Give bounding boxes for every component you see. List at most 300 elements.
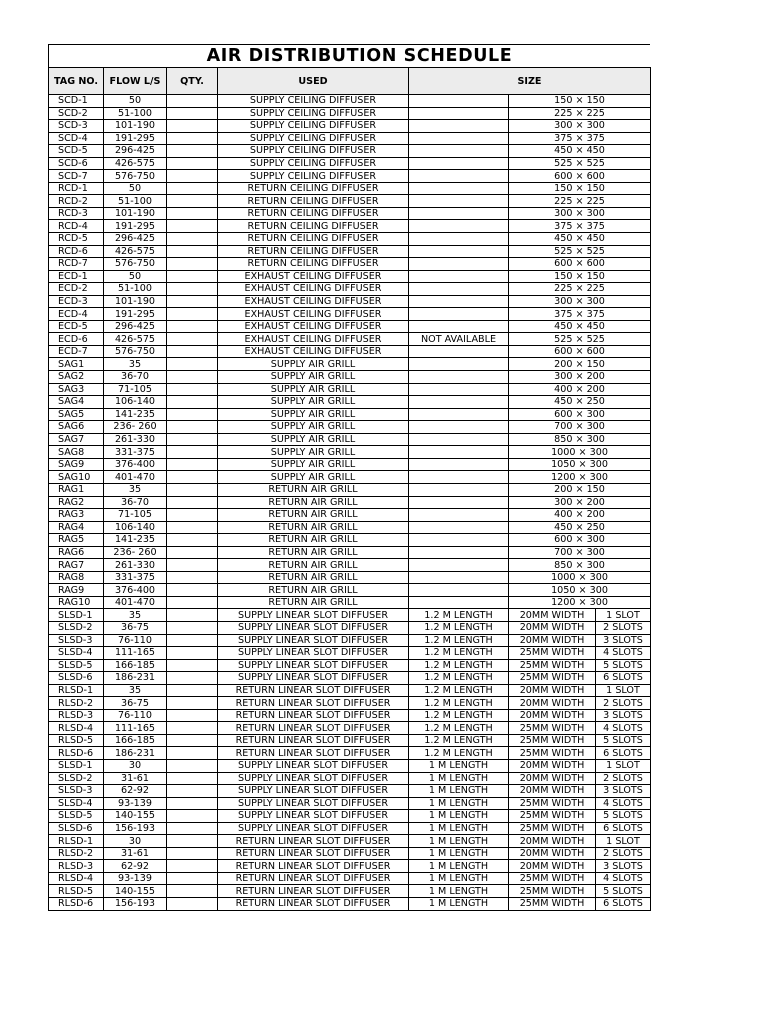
cell-note	[409, 571, 509, 584]
cell-size: 700 × 300	[509, 421, 651, 434]
cell-used: SUPPLY LINEAR SLOT DIFFUSER	[218, 797, 409, 810]
cell-size: 450 × 250	[509, 521, 651, 534]
cell-qty	[167, 509, 218, 522]
cell-used: SUPPLY CEILING DIFFUSER	[218, 145, 409, 158]
cell-size: 450 × 250	[509, 396, 651, 409]
cell-note	[409, 358, 509, 371]
cell-tag: ECD-3	[49, 295, 104, 308]
cell-note	[409, 283, 509, 296]
cell-slots: 3 SLOTS	[596, 785, 651, 798]
cell-qty	[167, 308, 218, 321]
table-row	[49, 446, 651, 459]
cell-flow: 376-400	[104, 584, 167, 597]
cell-note	[409, 245, 509, 258]
cell-slots: 4 SLOTS	[596, 647, 651, 660]
cell-tag: SCD-7	[49, 170, 104, 183]
table-row	[49, 95, 651, 108]
cell-tag: SLSD-2	[49, 772, 104, 785]
cell-length: 1.2 M LENGTH	[409, 709, 509, 722]
cell-qty	[167, 207, 218, 220]
cell-qty	[167, 157, 218, 170]
cell-qty	[167, 872, 218, 885]
cell-tag: RCD-3	[49, 207, 104, 220]
cell-flow: 35	[104, 358, 167, 371]
cell-length: 1 M LENGTH	[409, 872, 509, 885]
cell-flow: 51-100	[104, 195, 167, 208]
cell-size: 300 × 200	[509, 371, 651, 384]
cell-size: 850 × 300	[509, 433, 651, 446]
cell-flow: 331-375	[104, 571, 167, 584]
cell-used: SUPPLY AIR GRILL	[218, 408, 409, 421]
table-row	[49, 659, 651, 672]
cell-size: 150 × 150	[509, 270, 651, 283]
cell-length: 1 M LENGTH	[409, 759, 509, 772]
table-row	[49, 421, 651, 434]
cell-tag: SLSD-3	[49, 634, 104, 647]
cell-note	[409, 345, 509, 358]
cell-qty	[167, 283, 218, 296]
table-row	[49, 722, 651, 735]
header-row	[49, 68, 651, 95]
cell-used: SUPPLY LINEAR SLOT DIFFUSER	[218, 810, 409, 823]
cell-tag: RCD-6	[49, 245, 104, 258]
table-row	[49, 596, 651, 609]
cell-size: 450 × 450	[509, 145, 651, 158]
cell-used: RETURN AIR GRILL	[218, 571, 409, 584]
cell-tag: SLSD-6	[49, 822, 104, 835]
cell-note	[409, 308, 509, 321]
cell-width: 25MM WIDTH	[509, 747, 596, 760]
cell-size: 375 × 375	[509, 132, 651, 145]
cell-tag: RAG8	[49, 571, 104, 584]
cell-qty	[167, 521, 218, 534]
cell-flow: 106-140	[104, 396, 167, 409]
cell-length: 1 M LENGTH	[409, 898, 509, 911]
cell-qty	[167, 797, 218, 810]
table-row	[49, 872, 651, 885]
cell-used: RETURN LINEAR SLOT DIFFUSER	[218, 885, 409, 898]
cell-used: RETURN LINEAR SLOT DIFFUSER	[218, 747, 409, 760]
table-row	[49, 509, 651, 522]
cell-slots: 2 SLOTS	[596, 847, 651, 860]
cell-tag: SAG4	[49, 396, 104, 409]
cell-flow: 36-70	[104, 371, 167, 384]
cell-size: 525 × 525	[509, 333, 651, 346]
cell-flow: 576-750	[104, 170, 167, 183]
cell-flow: 93-139	[104, 872, 167, 885]
table-row	[49, 345, 651, 358]
cell-flow: 111-165	[104, 722, 167, 735]
cell-note	[409, 509, 509, 522]
cell-used: SUPPLY LINEAR SLOT DIFFUSER	[218, 634, 409, 647]
table-row	[49, 797, 651, 810]
cell-qty	[167, 220, 218, 233]
table-row	[49, 458, 651, 471]
cell-tag: RCD-4	[49, 220, 104, 233]
cell-used: SUPPLY LINEAR SLOT DIFFUSER	[218, 609, 409, 622]
cell-tag: SCD-2	[49, 107, 104, 120]
cell-width: 25MM WIDTH	[509, 647, 596, 660]
table-row	[49, 559, 651, 572]
cell-tag: RLSD-2	[49, 847, 104, 860]
cell-slots: 1 SLOT	[596, 609, 651, 622]
cell-qty	[167, 396, 218, 409]
table-row	[49, 496, 651, 509]
cell-flow: 31-61	[104, 772, 167, 785]
cell-size: 200 × 150	[509, 358, 651, 371]
cell-qty	[167, 709, 218, 722]
cell-flow: 401-470	[104, 596, 167, 609]
cell-note	[409, 546, 509, 559]
cell-qty	[167, 345, 218, 358]
table-row	[49, 885, 651, 898]
cell-used: EXHAUST CEILING DIFFUSER	[218, 333, 409, 346]
cell-qty	[167, 747, 218, 760]
cell-flow: 106-140	[104, 521, 167, 534]
cell-slots: 1 SLOT	[596, 684, 651, 697]
table-row	[49, 270, 651, 283]
cell-size: 400 × 200	[509, 509, 651, 522]
cell-note	[409, 233, 509, 246]
cell-qty	[167, 847, 218, 860]
cell-flow: 331-375	[104, 446, 167, 459]
cell-qty	[167, 446, 218, 459]
cell-qty	[167, 132, 218, 145]
cell-flow: 191-295	[104, 220, 167, 233]
table-row	[49, 157, 651, 170]
cell-used: SUPPLY CEILING DIFFUSER	[218, 157, 409, 170]
cell-length: 1 M LENGTH	[409, 885, 509, 898]
cell-flow: 296-425	[104, 233, 167, 246]
cell-slots: 2 SLOTS	[596, 772, 651, 785]
cell-note	[409, 446, 509, 459]
cell-qty	[167, 584, 218, 597]
cell-width: 25MM WIDTH	[509, 797, 596, 810]
table-row	[49, 847, 651, 860]
cell-qty	[167, 258, 218, 271]
cell-used: RETURN LINEAR SLOT DIFFUSER	[218, 709, 409, 722]
cell-note	[409, 170, 509, 183]
cell-width: 25MM WIDTH	[509, 722, 596, 735]
cell-tag: RLSD-3	[49, 709, 104, 722]
cell-size: 225 × 225	[509, 107, 651, 120]
cell-used: RETURN AIR GRILL	[218, 483, 409, 496]
cell-flow: 426-575	[104, 333, 167, 346]
cell-qty	[167, 233, 218, 246]
cell-flow: 236- 260	[104, 421, 167, 434]
cell-used: RETURN CEILING DIFFUSER	[218, 220, 409, 233]
header-tag: TAG NO.	[49, 68, 104, 95]
cell-tag: RAG3	[49, 509, 104, 522]
cell-slots: 3 SLOTS	[596, 709, 651, 722]
cell-tag: SLSD-3	[49, 785, 104, 798]
cell-used: SUPPLY AIR GRILL	[218, 458, 409, 471]
header-size: SIZE	[409, 68, 651, 95]
schedule-table	[48, 67, 651, 911]
table-row	[49, 672, 651, 685]
cell-used: RETURN AIR GRILL	[218, 546, 409, 559]
cell-length: 1.2 M LENGTH	[409, 609, 509, 622]
cell-qty	[167, 433, 218, 446]
cell-tag: RLSD-3	[49, 860, 104, 873]
cell-flow: 261-330	[104, 559, 167, 572]
cell-size: 600 × 300	[509, 534, 651, 547]
cell-qty	[167, 421, 218, 434]
cell-flow: 93-139	[104, 797, 167, 810]
cell-used: SUPPLY CEILING DIFFUSER	[218, 132, 409, 145]
cell-slots: 1 SLOT	[596, 759, 651, 772]
table-row	[49, 546, 651, 559]
table-row	[49, 320, 651, 333]
cell-qty	[167, 659, 218, 672]
cell-size: 150 × 150	[509, 95, 651, 108]
table-row	[49, 709, 651, 722]
cell-note	[409, 396, 509, 409]
cell-used: SUPPLY CEILING DIFFUSER	[218, 107, 409, 120]
cell-used: RETURN LINEAR SLOT DIFFUSER	[218, 872, 409, 885]
cell-tag: SLSD-6	[49, 672, 104, 685]
cell-tag: SLSD-5	[49, 810, 104, 823]
table-row	[49, 634, 651, 647]
cell-used: SUPPLY AIR GRILL	[218, 358, 409, 371]
cell-qty	[167, 195, 218, 208]
table-row	[49, 308, 651, 321]
cell-used: SUPPLY LINEAR SLOT DIFFUSER	[218, 672, 409, 685]
cell-tag: SLSD-4	[49, 797, 104, 810]
table-row	[49, 810, 651, 823]
cell-used: RETURN LINEAR SLOT DIFFUSER	[218, 697, 409, 710]
cell-qty	[167, 571, 218, 584]
cell-length: 1.2 M LENGTH	[409, 697, 509, 710]
table-row	[49, 396, 651, 409]
cell-flow: 186-231	[104, 747, 167, 760]
cell-length: 1.2 M LENGTH	[409, 634, 509, 647]
cell-size: 1050 × 300	[509, 458, 651, 471]
cell-used: RETURN CEILING DIFFUSER	[218, 233, 409, 246]
cell-tag: SAG3	[49, 383, 104, 396]
table-row	[49, 182, 651, 195]
cell-flow: 401-470	[104, 471, 167, 484]
cell-flow: 186-231	[104, 672, 167, 685]
cell-note	[409, 534, 509, 547]
cell-size: 1200 × 300	[509, 596, 651, 609]
cell-note	[409, 132, 509, 145]
cell-qty	[167, 822, 218, 835]
cell-tag: SLSD-4	[49, 647, 104, 660]
cell-slots: 6 SLOTS	[596, 672, 651, 685]
cell-tag: SAG10	[49, 471, 104, 484]
cell-used: RETURN CEILING DIFFUSER	[218, 195, 409, 208]
header-used: USED	[218, 68, 409, 95]
cell-width: 25MM WIDTH	[509, 822, 596, 835]
cell-width: 20MM WIDTH	[509, 697, 596, 710]
table-row	[49, 220, 651, 233]
cell-note	[409, 596, 509, 609]
cell-flow: 111-165	[104, 647, 167, 660]
table-row	[49, 898, 651, 911]
cell-used: RETURN CEILING DIFFUSER	[218, 182, 409, 195]
cell-note	[409, 584, 509, 597]
cell-flow: 261-330	[104, 433, 167, 446]
cell-slots: 4 SLOTS	[596, 797, 651, 810]
cell-slots: 4 SLOTS	[596, 872, 651, 885]
cell-size: 400 × 200	[509, 383, 651, 396]
cell-flow: 51-100	[104, 107, 167, 120]
cell-note	[409, 496, 509, 509]
cell-tag: SCD-1	[49, 95, 104, 108]
cell-tag: RAG7	[49, 559, 104, 572]
cell-tag: RCD-2	[49, 195, 104, 208]
cell-slots: 6 SLOTS	[596, 822, 651, 835]
cell-flow: 156-193	[104, 822, 167, 835]
cell-flow: 36-75	[104, 621, 167, 634]
cell-tag: RAG1	[49, 483, 104, 496]
cell-flow: 76-110	[104, 709, 167, 722]
cell-qty	[167, 107, 218, 120]
cell-tag: SLSD-5	[49, 659, 104, 672]
cell-flow: 156-193	[104, 898, 167, 911]
cell-tag: RLSD-6	[49, 898, 104, 911]
cell-note	[409, 270, 509, 283]
cell-size: 300 × 300	[509, 295, 651, 308]
table-row	[49, 521, 651, 534]
cell-flow: 30	[104, 759, 167, 772]
cell-length: 1 M LENGTH	[409, 847, 509, 860]
cell-size: 300 × 300	[509, 207, 651, 220]
cell-qty	[167, 835, 218, 848]
cell-tag: SAG6	[49, 421, 104, 434]
cell-qty	[167, 320, 218, 333]
cell-slots: 3 SLOTS	[596, 860, 651, 873]
table-row	[49, 295, 651, 308]
table-row	[49, 772, 651, 785]
cell-flow: 576-750	[104, 345, 167, 358]
cell-used: RETURN AIR GRILL	[218, 584, 409, 597]
cell-qty	[167, 609, 218, 622]
cell-note	[409, 220, 509, 233]
cell-qty	[167, 245, 218, 258]
cell-size: 375 × 375	[509, 220, 651, 233]
table-row	[49, 822, 651, 835]
cell-flow: 141-235	[104, 408, 167, 421]
cell-tag: SLSD-1	[49, 759, 104, 772]
cell-flow: 101-190	[104, 120, 167, 133]
cell-tag: SCD-5	[49, 145, 104, 158]
cell-used: RETURN CEILING DIFFUSER	[218, 245, 409, 258]
cell-tag: RAG4	[49, 521, 104, 534]
cell-flow: 140-155	[104, 885, 167, 898]
cell-size: 525 × 525	[509, 157, 651, 170]
cell-qty	[167, 885, 218, 898]
header-qty: QTY.	[167, 68, 218, 95]
cell-note	[409, 421, 509, 434]
cell-tag: RAG9	[49, 584, 104, 597]
cell-flow: 426-575	[104, 157, 167, 170]
cell-tag: ECD-7	[49, 345, 104, 358]
cell-width: 25MM WIDTH	[509, 734, 596, 747]
cell-tag: RLSD-6	[49, 747, 104, 760]
cell-tag: RCD-5	[49, 233, 104, 246]
cell-flow: 71-105	[104, 383, 167, 396]
cell-flow: 376-400	[104, 458, 167, 471]
cell-size: 600 × 600	[509, 345, 651, 358]
cell-qty	[167, 534, 218, 547]
cell-used: SUPPLY LINEAR SLOT DIFFUSER	[218, 785, 409, 798]
page-title: AIR DISTRIBUTION SCHEDULE	[206, 46, 513, 66]
cell-tag: SAG8	[49, 446, 104, 459]
cell-note	[409, 371, 509, 384]
cell-qty	[167, 860, 218, 873]
table-row	[49, 621, 651, 634]
cell-note	[409, 433, 509, 446]
cell-used: SUPPLY AIR GRILL	[218, 383, 409, 396]
cell-used: RETURN AIR GRILL	[218, 521, 409, 534]
cell-used: RETURN AIR GRILL	[218, 596, 409, 609]
cell-tag: RLSD-4	[49, 722, 104, 735]
cell-size: 1200 × 300	[509, 471, 651, 484]
cell-qty	[167, 810, 218, 823]
cell-used: RETURN CEILING DIFFUSER	[218, 207, 409, 220]
cell-tag: ECD-4	[49, 308, 104, 321]
cell-used: SUPPLY LINEAR SLOT DIFFUSER	[218, 822, 409, 835]
cell-used: RETURN CEILING DIFFUSER	[218, 258, 409, 271]
cell-tag: SAG5	[49, 408, 104, 421]
cell-used: RETURN LINEAR SLOT DIFFUSER	[218, 722, 409, 735]
cell-flow: 62-92	[104, 785, 167, 798]
cell-width: 25MM WIDTH	[509, 672, 596, 685]
cell-qty	[167, 496, 218, 509]
cell-used: SUPPLY LINEAR SLOT DIFFUSER	[218, 772, 409, 785]
cell-qty	[167, 546, 218, 559]
cell-qty	[167, 270, 218, 283]
cell-flow: 101-190	[104, 207, 167, 220]
cell-qty	[167, 120, 218, 133]
cell-qty	[167, 483, 218, 496]
cell-size: 850 × 300	[509, 559, 651, 572]
cell-qty	[167, 634, 218, 647]
cell-slots: 5 SLOTS	[596, 885, 651, 898]
cell-qty	[167, 145, 218, 158]
cell-used: SUPPLY AIR GRILL	[218, 446, 409, 459]
cell-qty	[167, 596, 218, 609]
table-row	[49, 358, 651, 371]
cell-used: SUPPLY CEILING DIFFUSER	[218, 95, 409, 108]
cell-length: 1.2 M LENGTH	[409, 659, 509, 672]
cell-slots: 5 SLOTS	[596, 734, 651, 747]
table-row	[49, 571, 651, 584]
cell-tag: SLSD-2	[49, 621, 104, 634]
cell-length: 1.2 M LENGTH	[409, 647, 509, 660]
table-row	[49, 132, 651, 145]
cell-width: 20MM WIDTH	[509, 684, 596, 697]
cell-flow: 50	[104, 95, 167, 108]
cell-width: 25MM WIDTH	[509, 872, 596, 885]
cell-flow: 191-295	[104, 308, 167, 321]
table-row	[49, 383, 651, 396]
table-row	[49, 245, 651, 258]
cell-tag: ECD-2	[49, 283, 104, 296]
cell-flow: 166-185	[104, 659, 167, 672]
cell-used: SUPPLY AIR GRILL	[218, 433, 409, 446]
cell-width: 20MM WIDTH	[509, 609, 596, 622]
cell-size: 1050 × 300	[509, 584, 651, 597]
cell-size: 1000 × 300	[509, 446, 651, 459]
cell-note	[409, 107, 509, 120]
cell-tag: SAG7	[49, 433, 104, 446]
header-flow: FLOW L/S	[104, 68, 167, 95]
cell-qty	[167, 358, 218, 371]
cell-slots: 5 SLOTS	[596, 810, 651, 823]
